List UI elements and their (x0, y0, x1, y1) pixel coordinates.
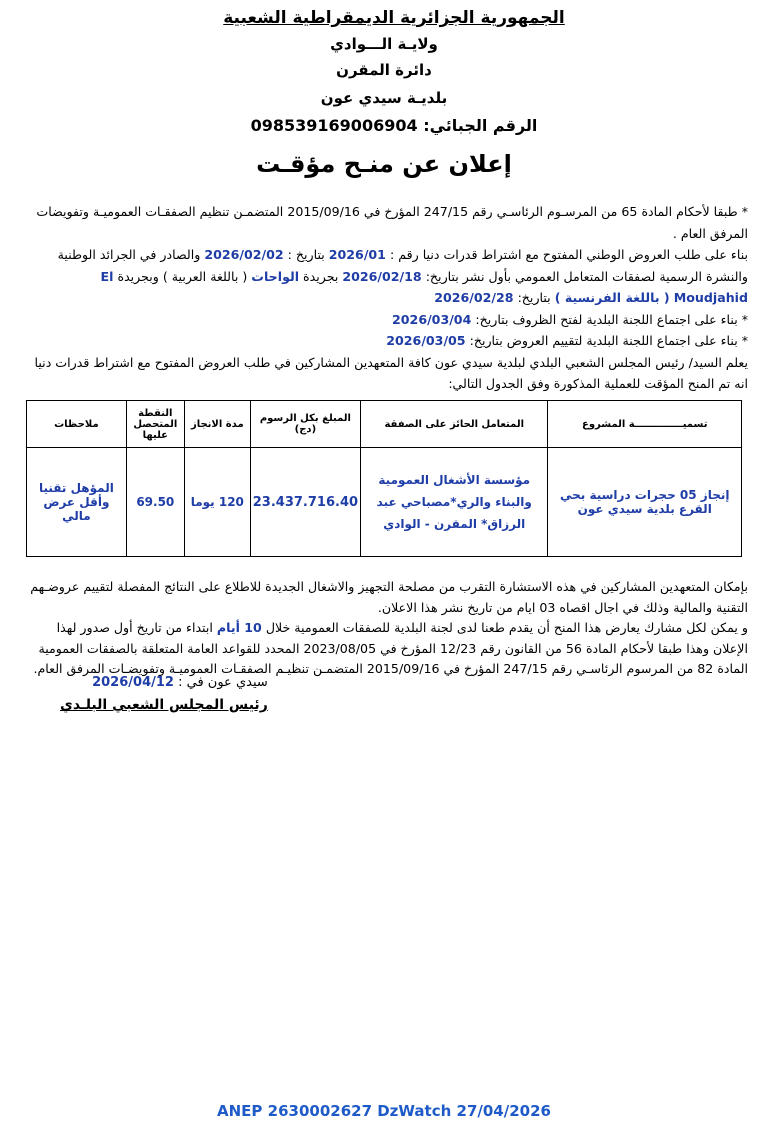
header-duration: مدة الانجاز (184, 401, 250, 448)
tax-number-label: الرقم الجبائي: (423, 116, 538, 135)
intro-paragraph-2 (26, 244, 748, 309)
header-contractor: المتعامل الحائز على الصفقة (361, 401, 548, 448)
intro-paragraph-5: يعلم السيد/ رئيس المجلس الشعبي البلدي لبلدية سيدي عون كافة المتعهدين المشاركين في طلب العروض المفتوح مع اشتراط قدرات دنيا انه تم المنح المؤقت للعملية المذكورة وفق الجدول التالي: (34, 354, 748, 391)
intro-section (26, 201, 748, 395)
closing-paragraph-1: بإمكان المتعهدين المشاركين في هذه الاستشارة التقرب من مصلحة التجهيز والاشغال الجديدة للاطلاع على النتائج المفصلة لتقييم عروضـهم التقنية والمالية وذلك في اجال اقصاه 03 ايام من تاريخ نشر هذا الاعلان. (30, 579, 748, 615)
cell-amount: 23.437.716.40 (250, 448, 360, 557)
cell-project: إنجاز 05 حجرات دراسية بحي القرع بلدية سيدي عون (548, 448, 742, 557)
republic-heading: الجمهورية الجزائرية الديمقراطية الشعبية (223, 8, 565, 28)
signer-title: رئيس المجلس الشعبي البلـدي (60, 697, 268, 713)
appeal-days: 10 أيام (216, 620, 262, 635)
newspaper-french-lang: ( باللغة الفرنسية ) (554, 290, 670, 305)
signature-block (60, 672, 268, 716)
opening-meeting-date: 2026/03/04 (392, 311, 472, 327)
newspaper-connector: ( باللغة العربية ) وبجريدة (117, 268, 248, 284)
opening-meeting-text: * بناء على اجتماع اللجنة البلدية لفتح الظروف بتاريخ: (475, 311, 748, 327)
tender-date-label: بتاريخ : (287, 247, 325, 262)
intro-paragraph-4 (26, 330, 748, 352)
publication-text: والصادر في الجرائد الوطنية والنشرة الرسمية لصفقات المتعامل العمومي بأول نشر بتاريخ: (57, 247, 748, 284)
closing-section (26, 577, 748, 680)
signature-date: 2026/04/12 (92, 675, 174, 690)
second-date-label: بتاريخ: (517, 290, 551, 305)
intro-paragraph-3 (26, 309, 748, 331)
newspaper-arabic: الواحات (251, 268, 300, 284)
signature-place: سيدي عون في : (178, 675, 268, 690)
commune-heading: بلديـة سيدي عون (320, 89, 448, 107)
tender-text: بناء على طلب العروض الوطني المفتوح مع اشتراط قدرات دنيا رقم : (389, 247, 748, 262)
publication-date: 2026/02/18 (342, 268, 422, 284)
evaluation-meeting-date: 2026/03/05 (386, 333, 466, 348)
tender-number: 2026/01 (328, 247, 386, 262)
cell-contractor: مؤسسة الأشغال العمومية والبناء والري*مصباحي عبد الرزاق* المقرن - الوادي (361, 448, 548, 557)
footer-reference: ANEP 2630002627 DzWatch 27/04/2026 (217, 1102, 551, 1120)
second-date: 2026/02/28 (434, 290, 514, 305)
closing-paragraph-2 (26, 618, 748, 680)
table-header-row (27, 401, 742, 448)
evaluation-meeting-text: * بناء على اجتماع اللجنة البلدية لتقييم العروض بتاريخ: (469, 333, 748, 348)
header-notes: ملاحظات (27, 401, 127, 448)
cell-duration: 120 يوما (184, 448, 250, 557)
tender-date: 2026/02/02 (204, 247, 284, 262)
header-project: تسميــــــــــــــة المشروع (548, 401, 742, 448)
wilaya-heading: ولايـة الـــوادي (330, 35, 438, 53)
daira-heading: دائرة المقرن (336, 61, 432, 79)
intro-paragraph-1: * طبقا لأحكام المادة 65 من المرسـوم الرئاسـي رقم 247/15 المؤرخ في 2015/09/16 المتضمـن تنظيم الصفقـات العموميـة وتفويضات المرفق العام . (36, 204, 748, 241)
header-score: النقطة المتحصل عليها (126, 401, 184, 448)
appeal-text: و يمكن لكل مشارك يعارض هذا المنح أن يقدم طعنا لدى لجنة البلدية للصفقات العمومية خلال (265, 620, 748, 635)
tax-number-value: 098539169006904 (250, 116, 418, 135)
appeal-text-cont: ابتداء من تاريخ أول صدور لهذا الإعلان وهذا طبقا لأحكام المادة 56 من القانون رقم 12/23 المؤرخ في 2023/08/05 المحدد للقواعد العامة المتعلقة بالصفقات العمومية المادة 82 من المرسوم الرئاسـي رقم 247/15 المؤرخ في 2015/09/16 المتضمـن تنظيـم الصفقـات العموميـة وتفويضـات المرفق العام. (33, 620, 748, 676)
signature-date-line (60, 672, 268, 694)
tax-number (0, 116, 768, 135)
newspaper-label: بجريدة (303, 268, 339, 284)
page-title: إعلان عن منـح مؤقـت (256, 150, 512, 178)
table-row (27, 448, 742, 557)
cell-score: 69.50 (126, 448, 184, 557)
header-amount: المبلغ بكل الرسوم (دج) (250, 401, 360, 448)
newspaper-french: El Moudjahid (100, 268, 748, 305)
award-table (26, 400, 742, 557)
cell-notes: المؤهل تقنيا وأقل عرض مالي (27, 448, 127, 557)
